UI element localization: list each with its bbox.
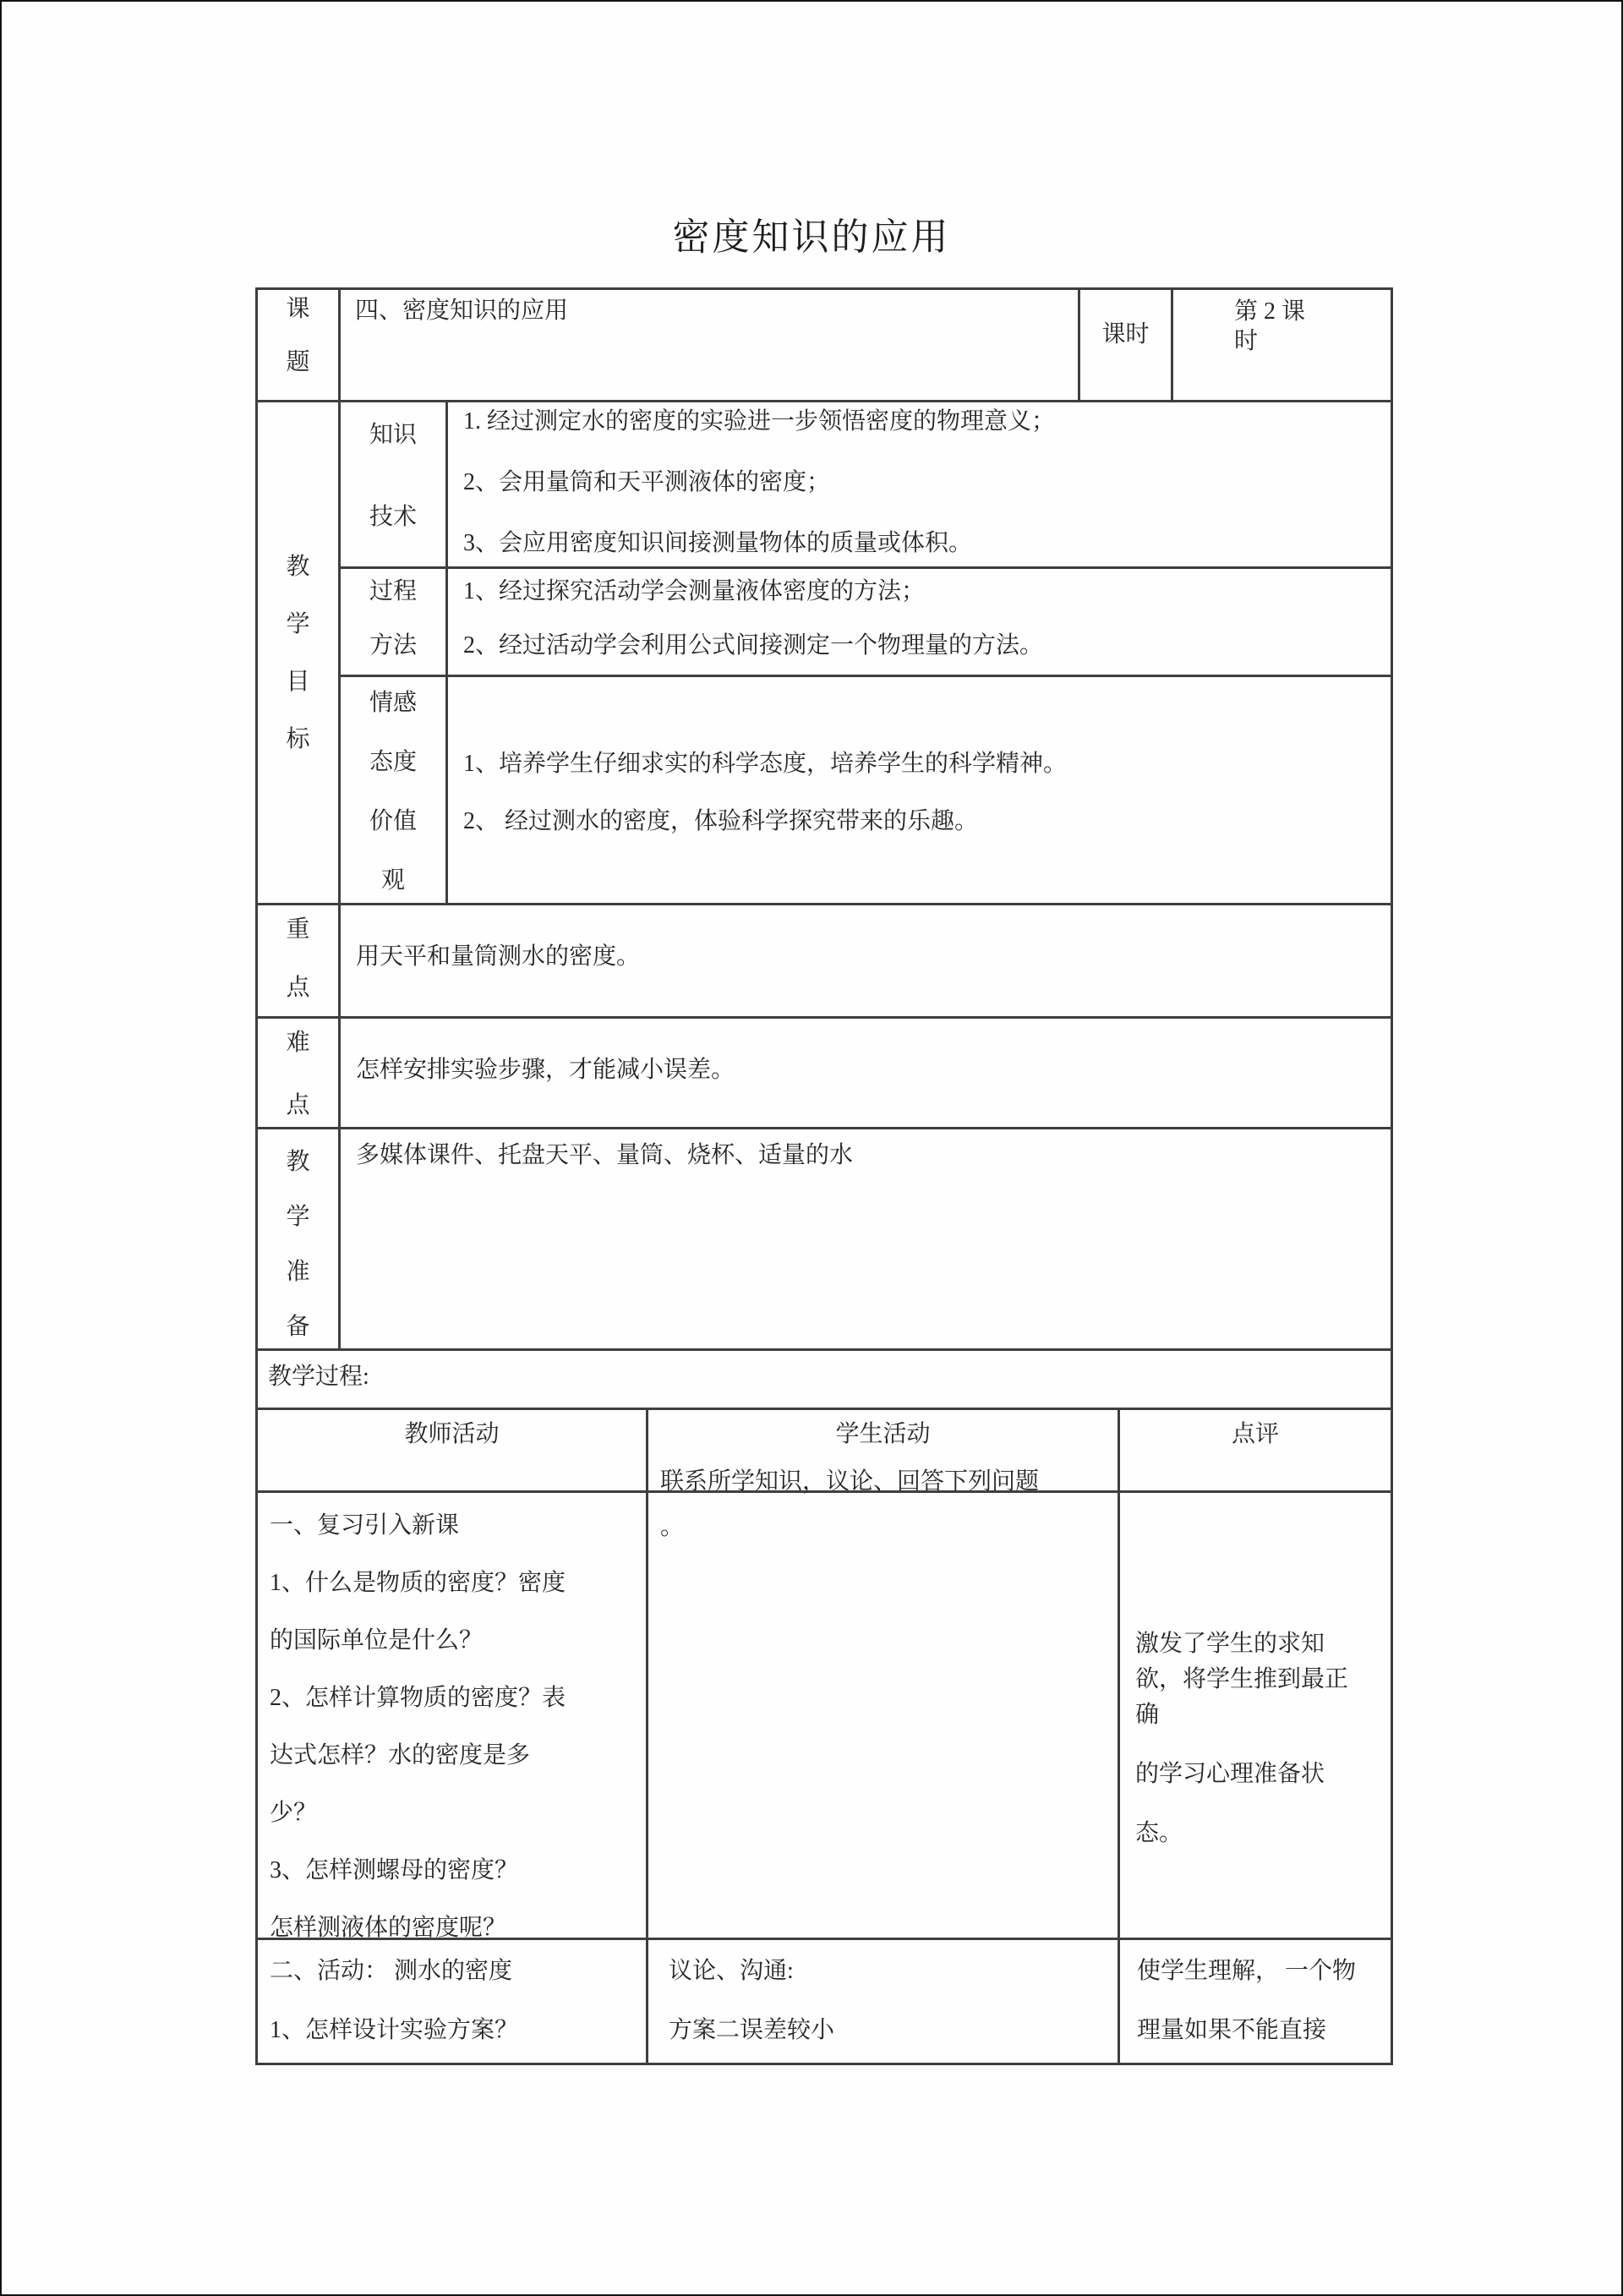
emotion-label-line: 价值 xyxy=(369,808,417,834)
emotion-attitude-label-cell xyxy=(341,677,448,905)
period-value-line: 第 2 课 xyxy=(1234,298,1306,325)
course-title-cell xyxy=(341,290,1080,402)
student-note-line: 联系所学知识，议论、回答下列问题 xyxy=(660,1468,1040,1495)
comment-line: 确 xyxy=(1135,1702,1160,1728)
comment-line: 理量如果不能直接 xyxy=(1137,2017,1327,2043)
preparation-label-cell xyxy=(258,1129,341,1351)
goal-label-char: 目 xyxy=(286,669,310,695)
teacher-line: 3、怎样测螺母的密度？ xyxy=(270,1857,519,1883)
period-label-text: 课时 xyxy=(1101,321,1150,347)
preparation-content-cell xyxy=(341,1129,1391,1351)
comment-cell-row2 xyxy=(1120,1940,1391,2063)
knowledge-item: 2、会用量筒和天平测液体的密度； xyxy=(463,469,831,495)
period-value-cell xyxy=(1173,290,1391,402)
teacher-line: 达式怎样？水的密度是多 xyxy=(270,1742,531,1768)
knowledge-item: 3、会应用密度知识间接测量物体的质量或体积。 xyxy=(463,530,973,556)
emotion-label-line: 态度 xyxy=(369,749,417,775)
key-point-content-cell xyxy=(341,905,1391,1019)
goal-label-char: 标 xyxy=(286,726,310,752)
comment-line: 态。 xyxy=(1135,1820,1183,1846)
knowledge-skill-label-cell xyxy=(341,402,448,569)
comment-line: 激发了学生的求知 xyxy=(1135,1631,1325,1657)
student-activity-cell-row2 xyxy=(648,1940,1120,2063)
comment-line: 使学生理解， 一个物 xyxy=(1137,1958,1357,1984)
teacher-line: 怎样测液体的密度呢？ xyxy=(270,1915,507,1941)
difficult-point-label-cell xyxy=(258,1019,341,1129)
comment-line: 欲，将学生推到最正 xyxy=(1135,1666,1349,1692)
topic-label-char: 题 xyxy=(286,349,310,375)
comment-header xyxy=(1120,1410,1391,1493)
emotion-label-line: 观 xyxy=(380,867,405,894)
period-value-line: 时 xyxy=(1234,328,1259,354)
process-label-line: 方法 xyxy=(369,632,417,659)
student-activity-overflow-note xyxy=(660,1469,1117,1561)
process-item: 2、经过活动学会利用公式间接测定一个物理量的方法。 xyxy=(463,632,1044,659)
process-label-line: 过程 xyxy=(369,578,417,604)
teacher-line: 1、什么是物质的密度？密度 xyxy=(270,1570,566,1596)
teacher-activity-cell-row1 xyxy=(258,1493,648,1940)
topic-label-char: 课 xyxy=(286,296,310,322)
course-title-text: 四、密度知识的应用 xyxy=(355,298,569,324)
teacher-line: 的国际单位是什么？ xyxy=(270,1627,484,1654)
difficult-point-text: 怎样安排实验步骤，才能减小误差。 xyxy=(356,1057,735,1083)
preparation-label-char: 备 xyxy=(286,1314,310,1340)
key-point-text: 用天平和量筒测水的密度。 xyxy=(356,943,641,970)
emotion-item: 1、培养学生仔细求实的科学态度，培养学生的科学精神。 xyxy=(463,751,1068,777)
process-item: 1、经过探究活动学会测量液体密度的方法； xyxy=(463,578,926,604)
student-line: 议论、沟通: xyxy=(669,1958,794,1984)
preparation-label-char: 教 xyxy=(286,1149,310,1175)
teaching-goal-label-cell xyxy=(258,402,341,905)
process-method-label-cell xyxy=(341,569,448,677)
page-title: 密度知识的应用 xyxy=(672,216,951,258)
knowledge-label-line: 知识 xyxy=(369,422,417,448)
comment-header-text: 点评 xyxy=(1231,1421,1279,1447)
emotion-label-line: 情感 xyxy=(369,690,417,716)
teacher-line: 少？ xyxy=(270,1800,318,1826)
student-activity-header xyxy=(648,1410,1120,1540)
student-activity-header-text: 学生活动 xyxy=(835,1421,931,1447)
table-activity-section xyxy=(258,1410,1391,2063)
knowledge-label-line: 技术 xyxy=(369,504,417,530)
knowledge-skill-content-cell xyxy=(448,402,1391,569)
key-point-label-char: 重 xyxy=(286,916,310,943)
preparation-text: 多媒体课件、托盘天平、量筒、烧杯、适量的水 xyxy=(356,1142,854,1168)
teacher-line: 二、活动： 测水的密度 xyxy=(270,1958,513,1984)
teacher-line: 2、怎样计算物质的密度？表 xyxy=(270,1685,566,1711)
teaching-process-label: 教学过程: xyxy=(268,1364,369,1390)
preparation-label-char: 准 xyxy=(286,1259,310,1285)
table-upper-section xyxy=(258,290,1391,1410)
teacher-line: 一、复习引入新课 xyxy=(270,1512,460,1539)
comment-cell-row1 xyxy=(1120,1493,1391,1940)
difficult-point-content-cell xyxy=(341,1019,1391,1129)
emotion-item: 2、 经过测水的密度，体验科学探究带来的乐趣。 xyxy=(463,808,979,834)
process-method-content-cell xyxy=(448,569,1391,677)
knowledge-item: 1. 经过测定水的密度的实验进一步领悟密度的物理意义； xyxy=(463,408,1056,435)
difficult-point-label-char: 难 xyxy=(286,1030,310,1056)
emotion-attitude-content-cell xyxy=(448,677,1391,905)
lesson-plan-table xyxy=(255,287,1393,2065)
goal-label-char: 教 xyxy=(286,554,310,580)
goal-label-char: 学 xyxy=(286,611,310,637)
comment-line: 的学习心理准备状 xyxy=(1135,1761,1325,1787)
key-point-label-char: 点 xyxy=(286,975,310,1001)
teacher-activity-cell-row2 xyxy=(258,1940,648,2063)
teacher-line: 1、怎样设计实验方案？ xyxy=(270,2017,519,2043)
key-point-label-cell xyxy=(258,905,341,1019)
teacher-activity-header xyxy=(258,1410,648,1493)
student-note-line: 。 xyxy=(660,1514,685,1540)
teaching-process-row xyxy=(258,1351,1391,1410)
preparation-label-char: 学 xyxy=(286,1204,310,1230)
student-line: 方案二误差较小 xyxy=(669,2017,835,2043)
topic-label-cell xyxy=(258,290,341,402)
difficult-point-label-char: 点 xyxy=(286,1092,310,1118)
period-label-cell xyxy=(1080,290,1173,402)
teacher-activity-header-text: 教师活动 xyxy=(404,1421,500,1447)
